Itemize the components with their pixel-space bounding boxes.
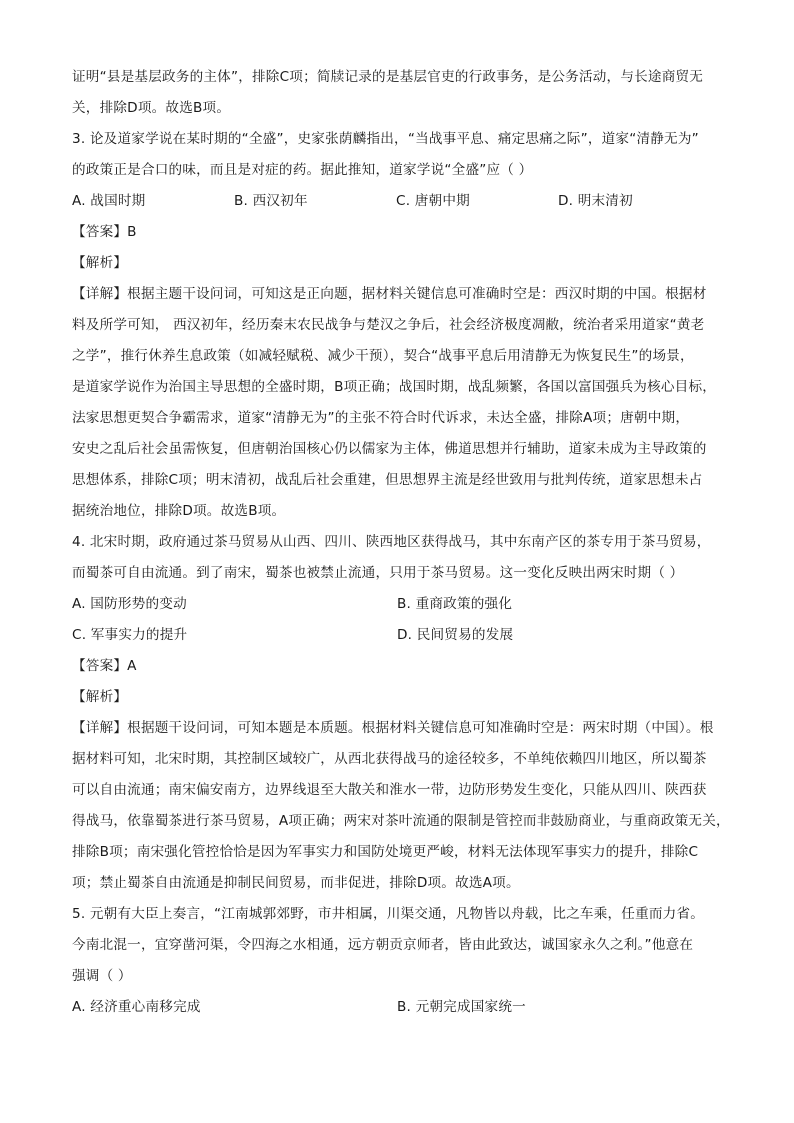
question-3 xyxy=(72,124,732,527)
detail-line: 法家思想更契合争霸需求，道家“清静无为”的主张不符合时代诉求，未达全盛，排除A项；唐朝中期， xyxy=(72,410,690,426)
option-a: A. 经济重心南移完成 xyxy=(72,999,201,1015)
detail-line: 安史之乱后社会虽需恢复，但唐朝治国核心仍以儒家为主体，佛道思想并行辅助，道家未成为主导政策的 xyxy=(72,441,707,457)
question-stem-line: 3. 论及道家学说在某时期的“全盛”，史家张荫麟指出，“当战事平息、痛定思痛之际”，道家“清静无为” xyxy=(72,131,699,147)
option-a: A. 战国时期 xyxy=(72,193,146,209)
detail-line: 料及所学可知， 西汉初年，经历秦末农民战争与楚汉之争后，社会经济极度凋敝，统治者采用道家“黄老 xyxy=(72,317,705,333)
text-line: 证明“县是基层政务的主体”，排除C项；简牍记录的是基层官吏的行政事务，是公务活动，与长途商贸无 xyxy=(72,69,704,85)
detail-line: 【详解】根据主题干设问词，可知这是正向题，据材料关键信息可准确时空是：西汉时期的中国。根据材 xyxy=(72,286,707,302)
detail-line: 是道家学说作为治国主导思想的全盛时期，B项正确；战国时期，战乱频繁，各国以富国强兵为核心目标， xyxy=(72,379,717,395)
options-row xyxy=(72,589,732,620)
option-b: B. 元朝完成国家统一 xyxy=(397,999,526,1015)
option-a: A. 国防形势的变动 xyxy=(72,596,187,612)
options-row xyxy=(72,992,732,1023)
detail-line: 【详解】根据题干设问词，可知本题是本质题。根据材料关键信息可知准确时空是：两宋时期（中国）。根 xyxy=(72,720,714,736)
text-line: 关，排除D项。故选B项。 xyxy=(72,100,231,116)
intro-paragraph xyxy=(72,62,732,124)
detail-line: 思想体系，排除C项；明末清初，战乱后社会重建，但思想界主流是经世致用与批判传统，道家思想未占 xyxy=(72,472,703,488)
answer-line: 【答案】A xyxy=(72,658,137,674)
question-stem-line: 强调（ ） xyxy=(72,968,132,984)
detail-paragraph xyxy=(72,713,732,899)
question-stem-line: 的政策正是合口的味，而且是对症的药。据此推知，道家学说“全盛”应（ ） xyxy=(72,162,533,178)
question-stem-line: 今南北混一，宜穿凿河渠，令四海之水相通，远方朝贡京师者，皆由此致达，诚国家永久之利。”他意在 xyxy=(72,937,694,953)
option-b: B. 西汉初年 xyxy=(234,193,308,209)
detail-line: 得战马，依靠蜀茶进行茶马贸易，A项正确；两宋对茶叶流通的限制是管控而非鼓励商业，与重商政策无关， xyxy=(72,813,730,829)
question-5 xyxy=(72,899,732,1023)
answer-line: 【答案】B xyxy=(72,224,137,240)
analysis-label: 【解析】 xyxy=(72,689,128,705)
detail-line: 据材料可知，北宋时期，其控制区域较广，从西北获得战马的途径较多，不单纯依赖四川地区，所以蜀茶 xyxy=(72,751,707,767)
option-d: D. 明末清初 xyxy=(558,193,633,209)
option-d: D. 民间贸易的发展 xyxy=(397,627,514,643)
detail-line: 排除B项；南宋强化管控恰恰是因为军事实力和国防处境更严峻，材料无法体现军事实力的提升，排除C xyxy=(72,844,699,860)
detail-paragraph xyxy=(72,279,732,527)
question-stem-line: 4. 北宋时期，政府通过茶马贸易从山西、四川、陕西地区获得战马，其中东南产区的茶专用于茶马贸易， xyxy=(72,534,711,550)
analysis-label: 【解析】 xyxy=(72,255,128,271)
detail-line: 项；禁止蜀茶自由流通是抑制民间贸易，而非促进，排除D项。故选A项。 xyxy=(72,875,520,891)
question-stem-line: 而蜀茶可自由流通。到了南宋，蜀茶也被禁止流通，只用于茶马贸易。这一变化反映出两宋时期（ ） xyxy=(72,565,684,581)
option-c: C. 军事实力的提升 xyxy=(72,627,188,643)
options-row xyxy=(72,620,732,651)
question-4 xyxy=(72,527,732,899)
question-stem-line: 5. 元朝有大臣上奏言，“江南城郭郊野，市井相属，川渠交通，凡物皆以舟载，比之车乘，任重而力省。 xyxy=(72,906,705,922)
detail-line: 之学”，推行休养生息政策（如减轻赋税、减少干预），契合“战事平息后用清静无为恢复民生”的场景， xyxy=(72,348,694,364)
document-page xyxy=(72,62,732,1023)
detail-line: 据统治地位，排除D项。故选B项。 xyxy=(72,503,286,519)
detail-line: 可以自由流通；南宋偏安南方，边界线退至大散关和淮水一带，边防形势发生变化，只能从四川、陕西获 xyxy=(72,782,707,798)
options-row xyxy=(72,186,732,217)
option-c: C. 唐朝中期 xyxy=(396,193,470,209)
option-b: B. 重商政策的强化 xyxy=(397,596,513,612)
